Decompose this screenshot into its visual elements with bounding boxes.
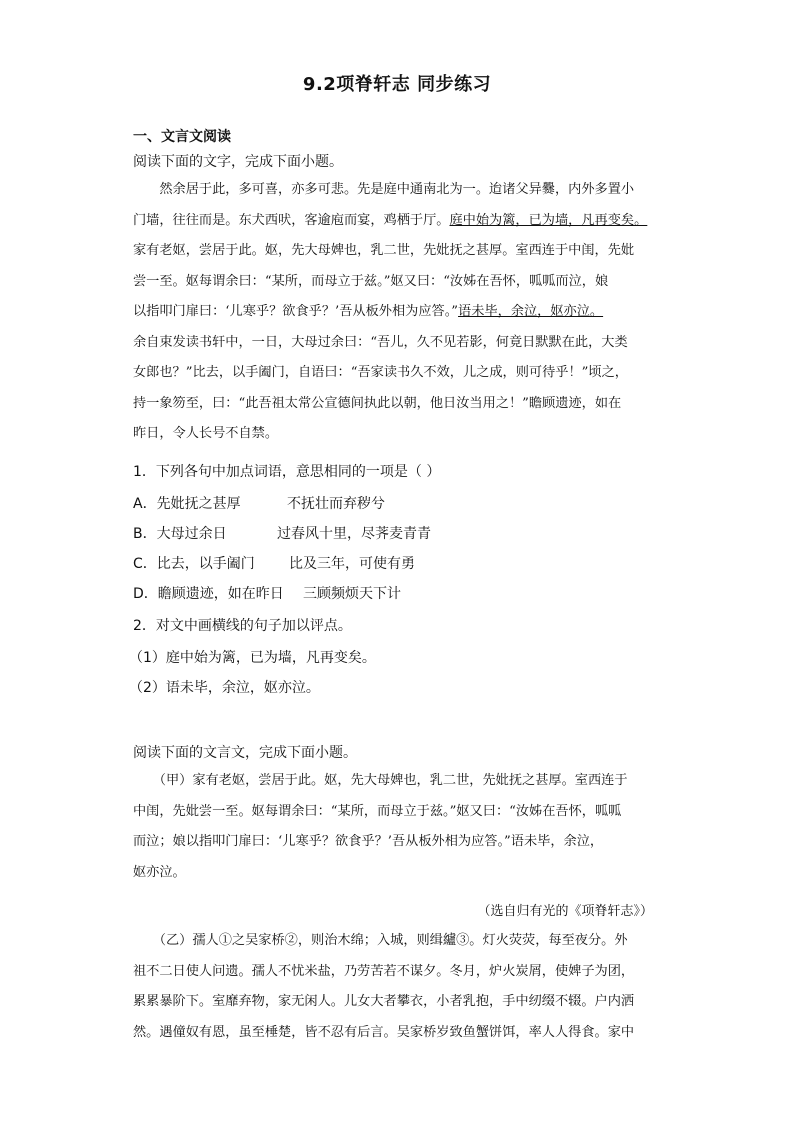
passage-line: 累累暴阶下。室靡弃物，家无闲人。儿女大者攀衣，小者乳抱，手中纫缀不辍。户内洒	[133, 994, 635, 1009]
question-2-item-2: （2）语未毕，余泣，妪亦泣。	[129, 680, 320, 696]
passage-line: 女郎也？”比去，以手阖门，自语曰：“吾家读书久不效，儿之成，则可待乎！”顷之，	[133, 365, 628, 380]
option-a: A．先妣抚之甚厚 不抚壮而弃秽兮	[133, 496, 385, 512]
option-d: D．瞻顾遗迹，如在昨日 三顾频烦天下计	[133, 586, 401, 602]
underlined-sentence-1: 庭中始为篱，已为墙，凡再变矣。	[449, 212, 648, 228]
passage-line: 持一象笏至，曰：“此吾祖太常公宣德间执此以朝，他日汝当用之！”瞻顾遗迹，如在	[133, 395, 622, 411]
section-heading: 一、文言文阅读	[133, 129, 231, 145]
passage-line: 然。遇僮奴有恩，虽至棰楚，皆不忍有后言。吴家桥岁致鱼蟹饼饵，率人人得食。家中	[133, 1024, 635, 1040]
option-c: C．比去，以手阖门 比及三年，可使有勇	[133, 556, 415, 572]
passage-line: 然余居于此，多可喜，亦多可悲。先是庭中通南北为一。迨诸父异爨，内外多置小	[133, 182, 635, 197]
question-1: 1．下列各句中加点词语，意思相同的一项是（ ）	[133, 464, 441, 480]
passage-line: 家有老妪，尝居于此。妪，先大母婢也，乳二世，先妣抚之甚厚。室西连于中闺，先妣	[133, 243, 635, 258]
page-title: 9.2项脊轩志 同步练习	[302, 74, 492, 95]
passage-yi	[133, 926, 661, 1048]
instruction-1: 阅读下面的文字，完成下面小题。	[133, 154, 343, 170]
passage-line: 祖不二日使人问遗。孺人不忧米盐，乃劳苦若不谋夕。冬月，炉火炭屑，使婢子为团，	[133, 963, 635, 979]
passage-line: 昨日，令人长号不自禁。	[133, 426, 279, 441]
passage-1	[133, 175, 661, 450]
question-2: 2．对文中画横线的句子加以评点。	[133, 618, 352, 634]
passage-line: 门墙，往往而是。东犬西吠，客逾庖而宴，鸡栖于厅。庭中始为篱，已为墙，凡再变矣。	[133, 212, 648, 228]
passage-jia	[133, 766, 661, 888]
option-b: B．大母过余日 过春风十里，尽荠麦青青	[133, 526, 431, 542]
passage-line: 中闺，先妣尝一至。妪每谓余曰：“某所，而母立于兹。”妪又曰：“汝姊在吾怀，呱呱	[133, 803, 622, 819]
question-2-item-1: （1）庭中始为篱，已为墙，凡再变矣。	[129, 650, 376, 666]
underlined-sentence-2: 语未毕，余泣，妪亦泣。	[458, 304, 604, 319]
passage-line: （甲）家有老妪，尝居于此。妪，先大母婢也，乳二世，先妣抚之甚厚。室西连于	[133, 773, 628, 788]
passage-line: 以指叩门扉曰：‘儿寒乎？欲食乎？’吾从板外相为应答。”语未毕，余泣，妪亦泣。	[133, 304, 604, 319]
passage-line: 而泣；娘以指叩门扉曰：‘儿寒乎？欲食乎？’吾从板外相为应答。”语未毕，余泣，	[133, 834, 604, 849]
passage-line: 妪亦泣。	[133, 864, 186, 880]
passage-line: 余自束发读书轩中，一日，大母过余曰：“吾儿，久不见若影，何竟日默默在此，大类	[133, 334, 628, 350]
source-citation: （选自归有光的《项脊轩志》）	[477, 904, 653, 919]
instruction-2: 阅读下面的文言文，完成下面小题。	[133, 745, 357, 761]
passage-line: （乙）孺人①之吴家桥②，则治木绵；入城，则缉纑③。灯火荧荧，每至夜分。外	[133, 933, 628, 948]
passage-line: 尝一至。妪每谓余曰：“某所，而母立于兹。”妪又曰：“汝姊在吾怀，呱呱而泣，娘	[133, 273, 609, 289]
